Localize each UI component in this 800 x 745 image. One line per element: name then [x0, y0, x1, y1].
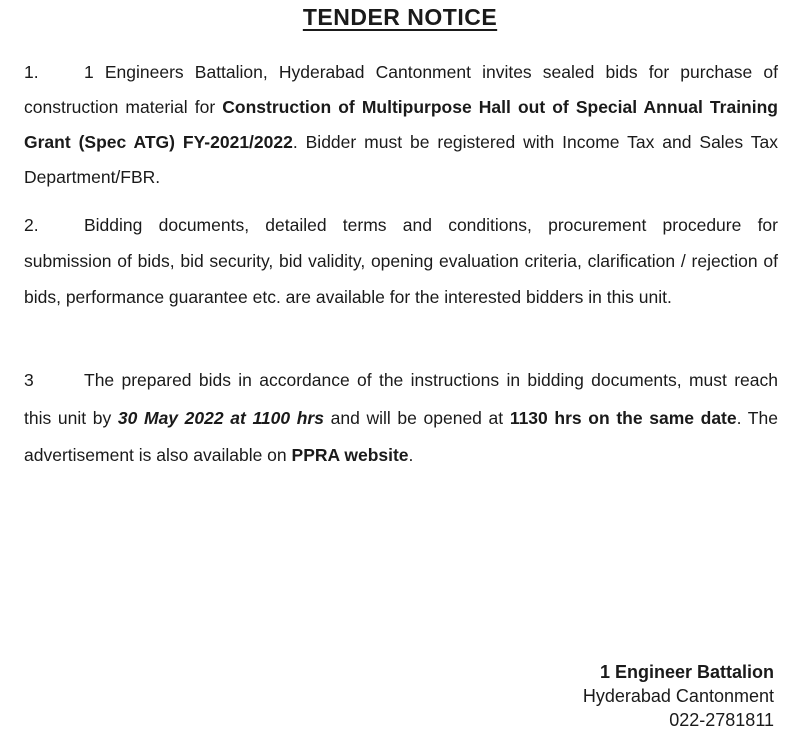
paragraph-text-segment: . Bidder must be registered with Income Tax and Sales Tax Department/FBR.: [24, 132, 779, 187]
notice-title: [0, 4, 800, 31]
signature-unit: 1 Engineer Battalion: [599, 662, 774, 682]
signature-phone: 022-2781811: [669, 710, 774, 730]
paragraph-text-segment: The prepared bids in accordance of the instructions in bidding documents, must reach this unit by: [24, 370, 778, 428]
paragraph-text-segment: 1 Engineers Battalion, Hyderabad Cantonment invites sealed bids for purchase of construction material for: [24, 62, 778, 117]
paragraph-text-segment: .: [408, 445, 414, 465]
paragraph-3: [24, 362, 778, 475]
paragraph-text-segment: and will be opened at: [323, 407, 510, 428]
paragraph-2: [24, 207, 778, 315]
submission-deadline: 30 May 2022 at 1100 hrs: [117, 407, 324, 428]
signature-location: Hyderabad Cantonment: [582, 686, 774, 706]
notice-title-text: TENDER NOTICE: [302, 4, 498, 30]
paragraph-number: 3: [24, 370, 34, 390]
paragraph-number: 1.: [24, 62, 39, 82]
paragraph-text-segment: Bidding documents, detailed terms and conditions, procurement procedure for submission of bids, bid security, bid validity, opening evaluation criteria, clarification / rejection of bids, performance guarantee etc. are available for the interested bidders in this unit.: [24, 215, 778, 307]
paragraph-text-segment: . The advertisement is also available on: [24, 407, 778, 465]
signature-block: [583, 660, 774, 732]
ppra-website: PPRA website: [291, 445, 409, 465]
opening-time: 1130 hrs on the same date: [509, 407, 737, 428]
paragraph-text-segment-bold: Construction of Multipurpose Hall out of Special Annual Training Grant (Spec ATG) FY-2021/2022: [24, 97, 778, 152]
paragraph-number: 2.: [24, 215, 39, 235]
paragraph-1: [24, 55, 778, 195]
